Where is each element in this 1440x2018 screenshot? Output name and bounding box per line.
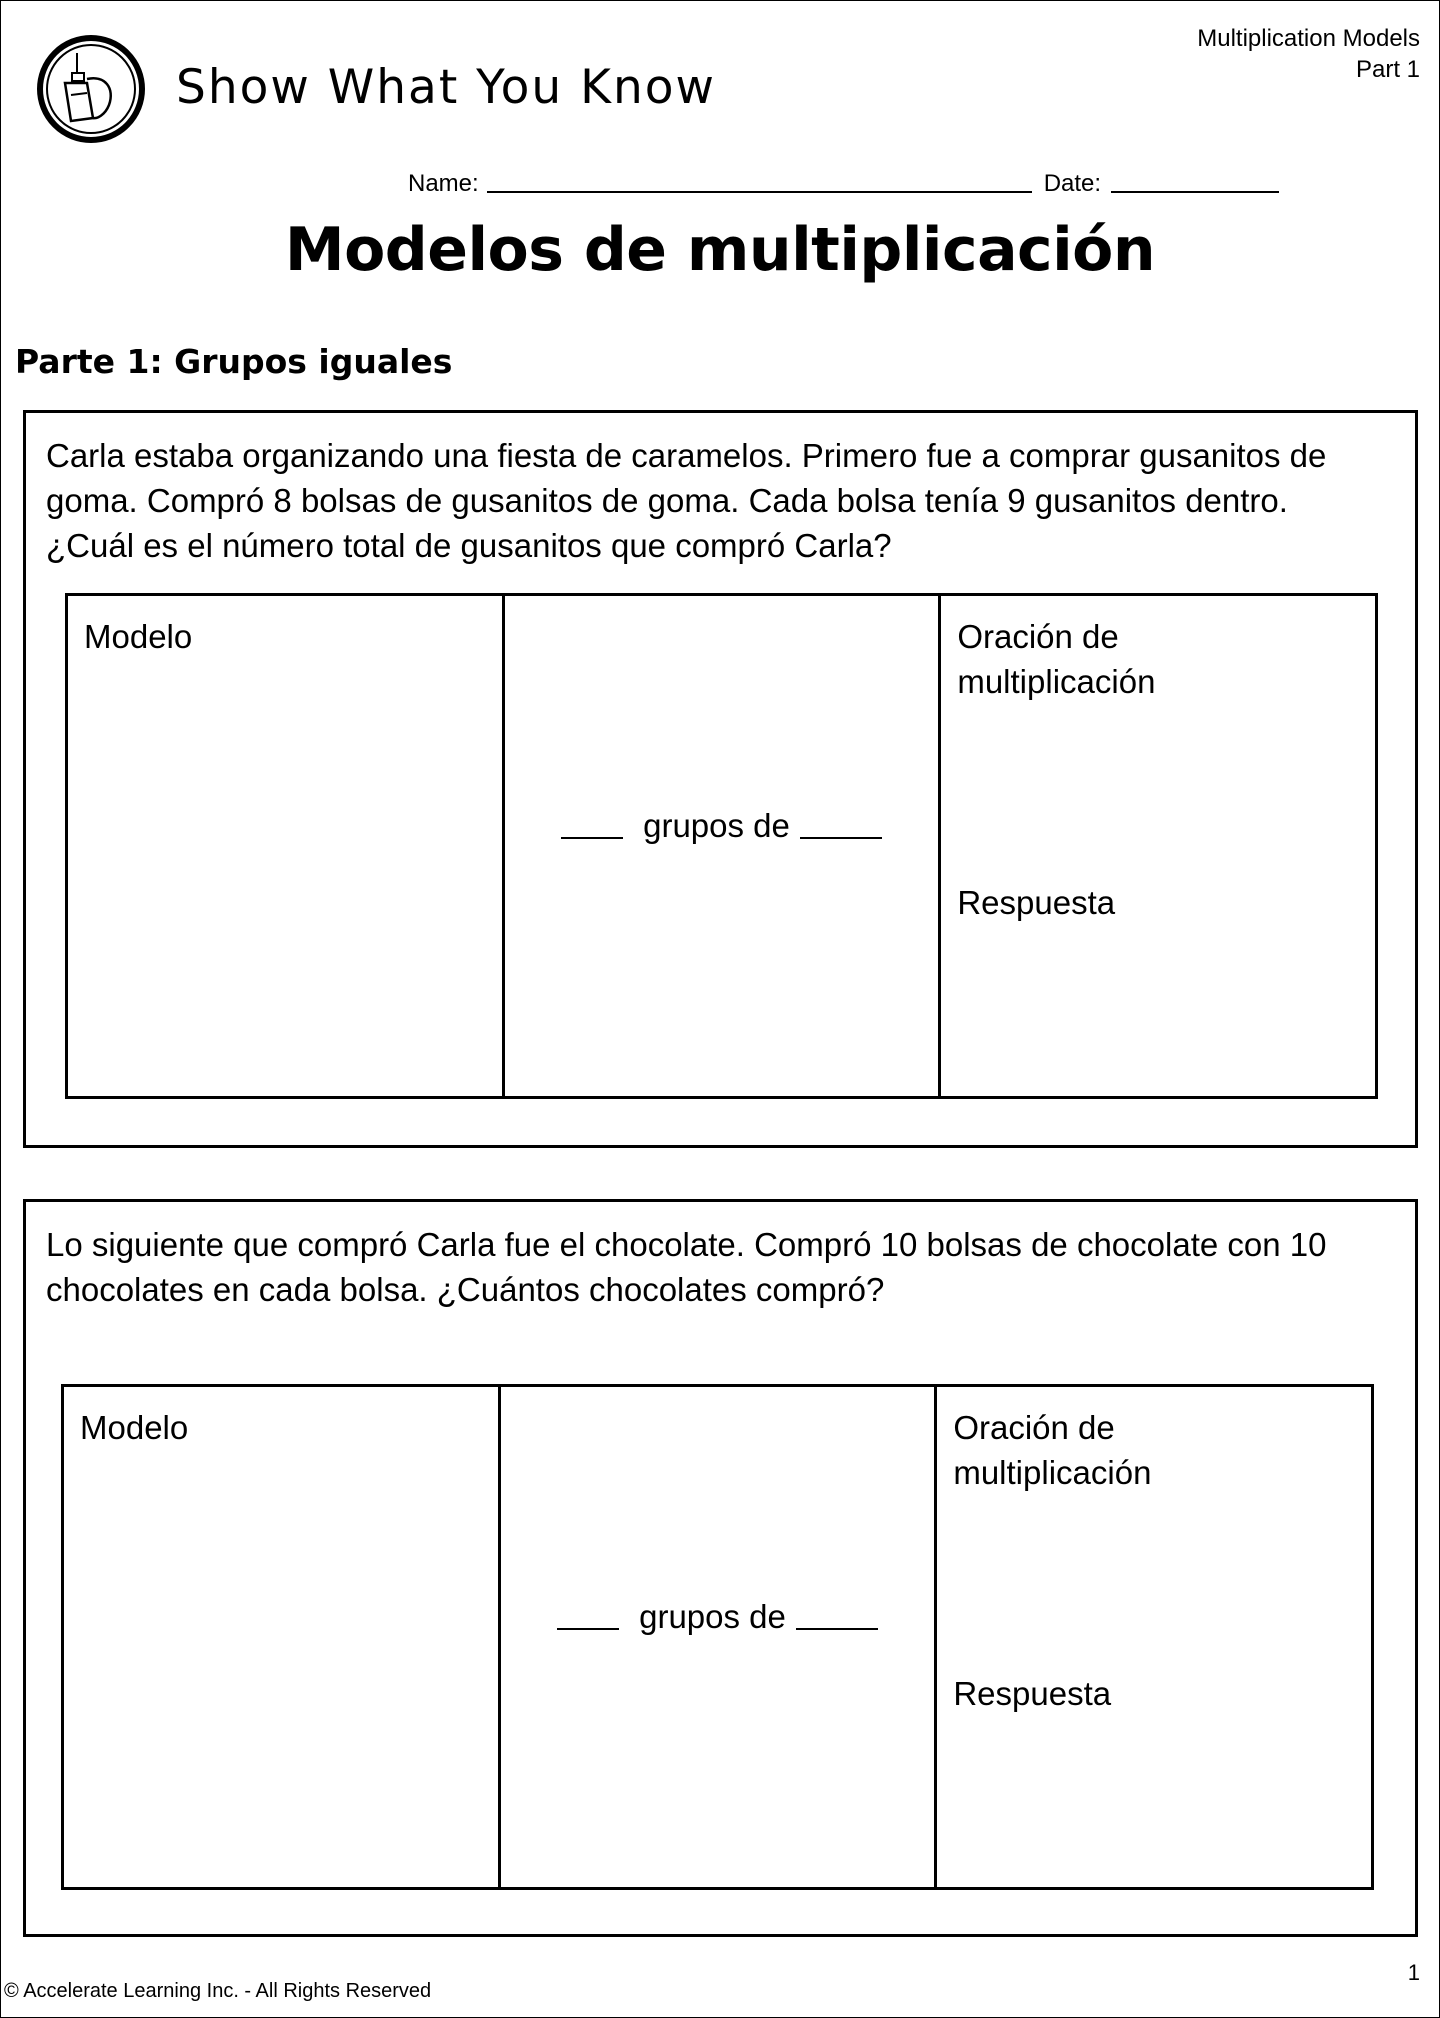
size-blank[interactable] — [800, 837, 882, 839]
worksheet-title: Multiplication Models — [1197, 25, 1420, 52]
groups-blank[interactable] — [557, 1628, 619, 1630]
groups-of-line — [505, 807, 939, 845]
lightbulb-logo-icon — [35, 33, 147, 145]
worksheet-part: Part 1 — [1355, 56, 1420, 83]
name-blank[interactable] — [487, 191, 1032, 193]
page-title: Modelos de multiplicación — [284, 215, 1156, 285]
size-blank[interactable] — [796, 1628, 878, 1630]
sentence-cell[interactable] — [941, 596, 1375, 1096]
section-heading: Parte 1: Grupos iguales — [15, 342, 453, 381]
page-number: 1 — [1407, 1960, 1420, 1985]
sentence-label: Oración de multiplicación — [953, 1409, 1152, 1491]
answer-table — [61, 1384, 1374, 1890]
problem-text: Lo siguiente que compró Carla fue el chocolate. Compró 10 bolsas de chocolate con 10 chocolates en cada bolsa. ¿Cuántos chocolates compró? — [46, 1226, 1327, 1308]
groups-cell — [505, 596, 942, 1096]
copyright: © Accelerate Learning Inc. - All Rights Reserved — [4, 1980, 432, 2002]
worksheet-label — [1197, 23, 1420, 85]
answer-table — [65, 593, 1378, 1099]
name-date-line — [408, 170, 1279, 198]
model-cell[interactable] — [64, 1387, 501, 1887]
problem-box-1 — [23, 410, 1418, 1148]
date-label: Date: — [1043, 170, 1102, 197]
name-label: Name: — [408, 170, 479, 197]
problem-text: Carla estaba organizando una fiesta de caramelos. Primero fue a comprar gusanitos de goma. Compró 8 bolsas de gusanitos de goma. Cada bolsa tenía 9 gusanitos dentro. ¿Cuál es el número total de gusanitos que compró Carla? — [46, 437, 1327, 564]
groups-of-line — [501, 1598, 935, 1636]
brand-name: Show What You Know — [176, 60, 716, 115]
groups-label: grupos de — [639, 1598, 786, 1635]
sentence-cell[interactable] — [937, 1387, 1371, 1887]
problem-box-2 — [23, 1199, 1418, 1937]
sentence-label: Oración de multiplicación — [957, 618, 1156, 700]
model-label: Modelo — [84, 618, 193, 655]
answer-label: Respuesta — [957, 884, 1116, 921]
model-cell[interactable] — [68, 596, 505, 1096]
groups-label: grupos de — [643, 807, 790, 844]
date-blank[interactable] — [1111, 191, 1279, 193]
groups-blank[interactable] — [561, 837, 623, 839]
answer-label: Respuesta — [953, 1675, 1112, 1712]
model-label: Modelo — [80, 1409, 189, 1446]
groups-cell — [501, 1387, 938, 1887]
